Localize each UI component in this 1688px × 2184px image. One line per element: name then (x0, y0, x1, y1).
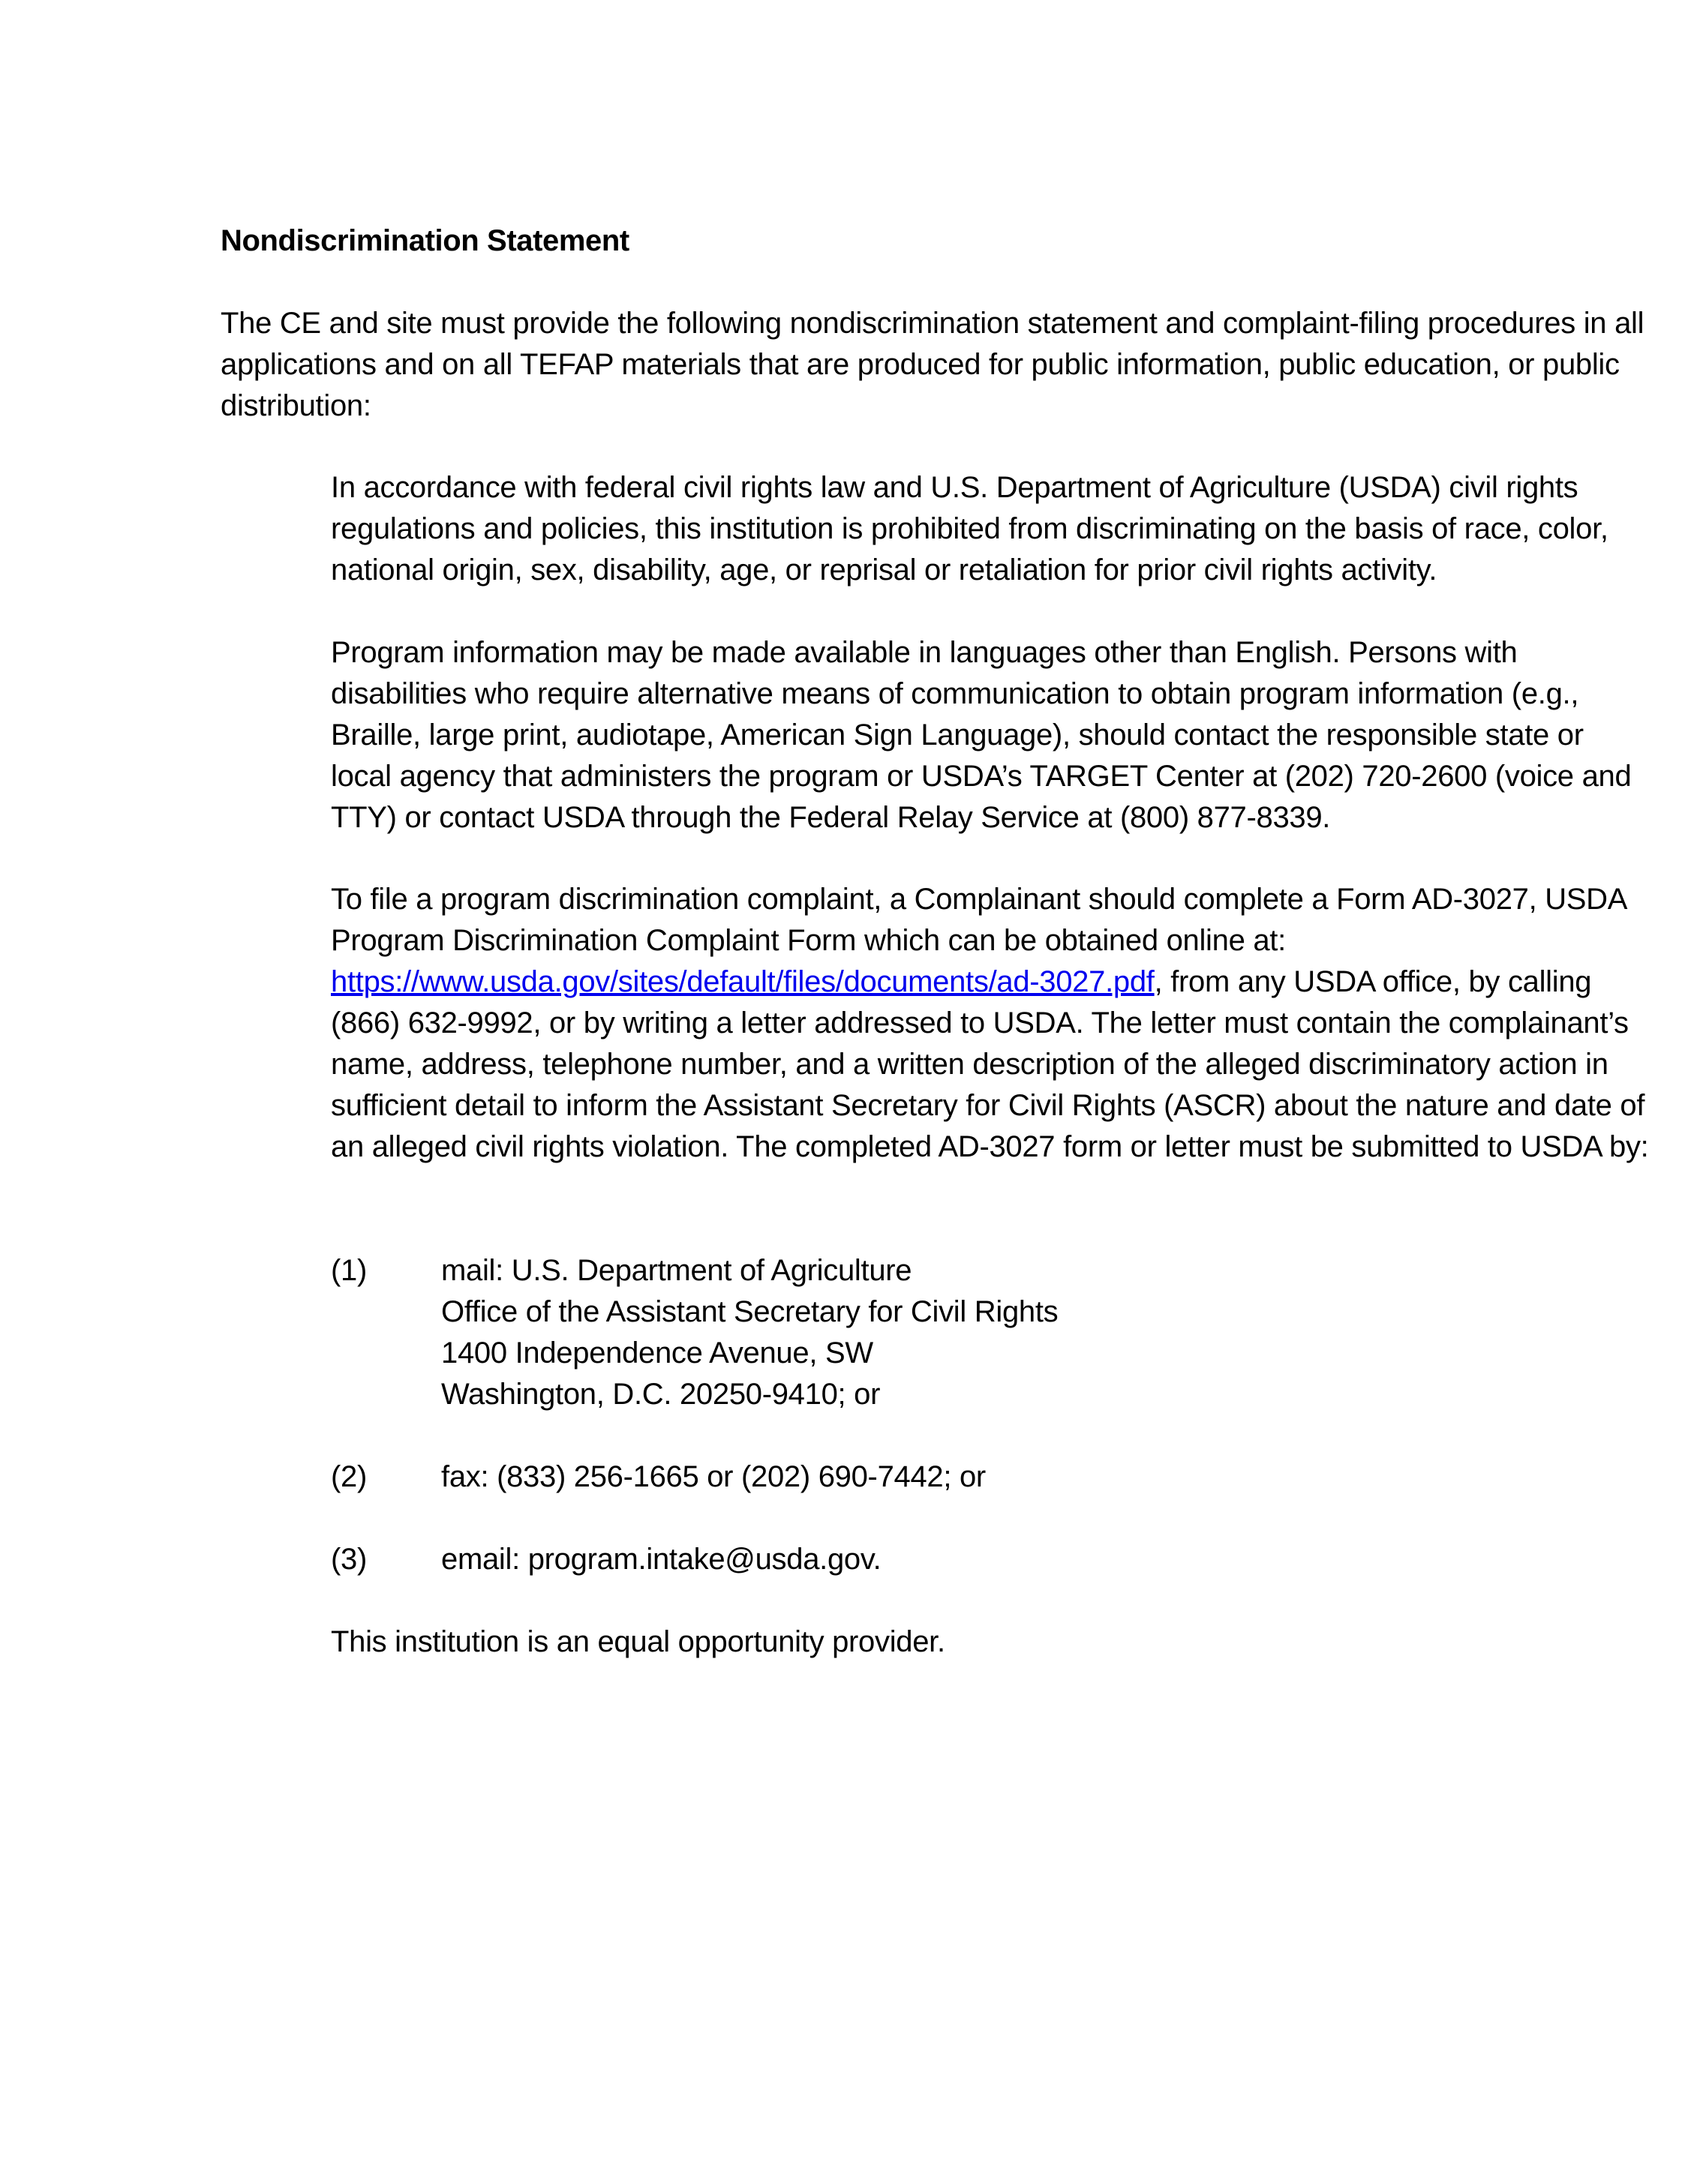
closing-statement: This institution is an equal opportunity provider. (331, 1625, 945, 1658)
complaint-text-after-link: , from any USDA office, by calling (866) 632-9992, or by writing a letter addressed to USDA. The letter must contain the complainant’s name, address, telephone number, and a written description of the alleged discriminatory action in sufficient detail to inform the Assistant Secretary for Civil Rights (ASCR) about the nature and date of an alleged civil rights violation. The completed AD-3027 form or letter must be submitted to USDA by: (331, 965, 1649, 1163)
address-line: Office of the Assistant Secretary for Civil Rights (441, 1295, 1059, 1328)
email-line: email: program.intake@usda.gov. (441, 1543, 882, 1576)
fax-line: fax: (833) 256-1665 or (202) 690-7442; or (441, 1460, 986, 1493)
accordance-paragraph: In accordance with federal civil rights law and U.S. Department of Agriculture (USDA) civil rights regulations and policies, this institution is prohibited from discriminating on the basis of race, color, national origin, sex, disability, age, or reprisal or retaliation for prior civil rights activity. (331, 471, 1608, 586)
complaint-text-before-link: To file a program discrimination complaint, a Complainant should complete a Form AD-3027, USDA Program Discrimination Complaint Form which can be obtained online at: (331, 883, 1626, 957)
address-line: Washington, D.C. 20250-9410; or (441, 1378, 881, 1411)
document-heading: Nondiscrimination Statement (221, 224, 629, 257)
list-number: (2) (331, 1460, 367, 1493)
intro-paragraph: The CE and site must provide the following nondiscrimination statement and complaint-filing procedures in all applications and on all TEFAP materials that are produced for public information, public education, or public distribution: (221, 307, 1644, 422)
ad-3027-form-link[interactable]: https://www.usda.gov/sites/default/files/documents/ad-3027.pdf (331, 965, 1155, 998)
mail-address-block (441, 1250, 1641, 1415)
address-line: 1400 Independence Avenue, SW (441, 1336, 873, 1370)
program-information-paragraph: Program information may be made available in languages other than English. Persons with disabilities who require alternative means of communication to obtain program information (e.g., Braille, large print, audiotape, American Sign Language), should contact the responsible state or local agency that administers the program or USDA’s TARGET Center at (202) 720-2600 (voice and TTY) or contact USDA through the Federal Relay Service at (800) 877-8339. (331, 636, 1632, 834)
list-number: (1) (331, 1254, 367, 1287)
complaint-paragraph (331, 879, 1651, 1168)
address-line: mail: U.S. Department of Agriculture (441, 1254, 912, 1287)
list-number: (3) (331, 1543, 367, 1576)
